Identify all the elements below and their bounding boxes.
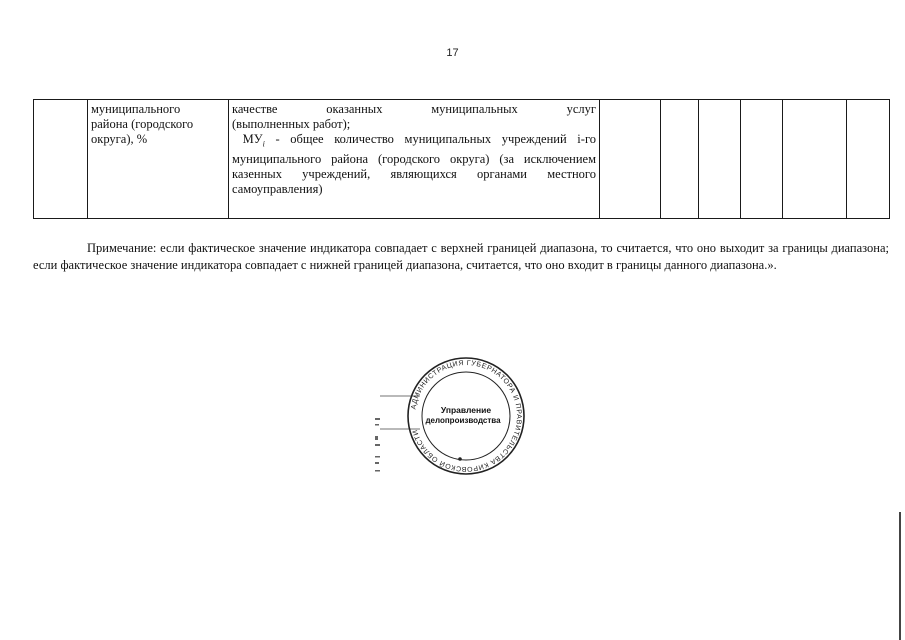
stamp-dot (458, 457, 462, 461)
variable-subscript: i (262, 139, 265, 149)
indicator-name-cell: муниципального района (городского округа), % (88, 100, 229, 219)
variable-symbol: МУ (242, 132, 263, 146)
description-variable (232, 132, 596, 197)
variable-definition: - общее количество муниципальных учреждений i-го муниципального района (городского округа) (за исключением казенных учреждений, являющихся органами местного самоуправления) (232, 132, 597, 196)
table-cell-empty (34, 100, 88, 219)
stamp-line-1: Управление (440, 405, 492, 415)
table-row (34, 100, 890, 219)
table-cell-empty (783, 100, 847, 219)
indicator-table (33, 99, 890, 219)
footnote-text: Примечание: если фактическое значение индикатора совпадает с верхней границей диапазона, то считается, что оно выходит за границы диапазона; если фактическое значение индикатора совпадает с нижней границей диапазона, считается, что оно входит в границы данного диапазона.». (33, 241, 889, 272)
table-cell-empty (847, 100, 890, 219)
indicator-description-cell (229, 100, 600, 219)
description-line: качестве оказанных муниципальных услуг (232, 102, 596, 116)
table-cell-empty (699, 100, 741, 219)
page-number: 17 (446, 47, 459, 59)
table-cell-empty (741, 100, 783, 219)
scan-marks (374, 416, 382, 476)
table-cell-empty (600, 100, 661, 219)
table-cell-empty (661, 100, 699, 219)
stamp-seal (360, 355, 540, 485)
stamp-line-2: делопроизводства (425, 416, 501, 425)
scan-edge-line (899, 512, 901, 640)
official-stamp (360, 355, 540, 485)
description-line: (выполненных работ); (232, 117, 351, 131)
stamp-ring-text: АДМИНИСТРАЦИЯ ГУБЕРНАТОРА И ПРАВИТЕЛЬСТВА КИРОВСКОЙ ОБЛАСТИ (410, 359, 523, 473)
